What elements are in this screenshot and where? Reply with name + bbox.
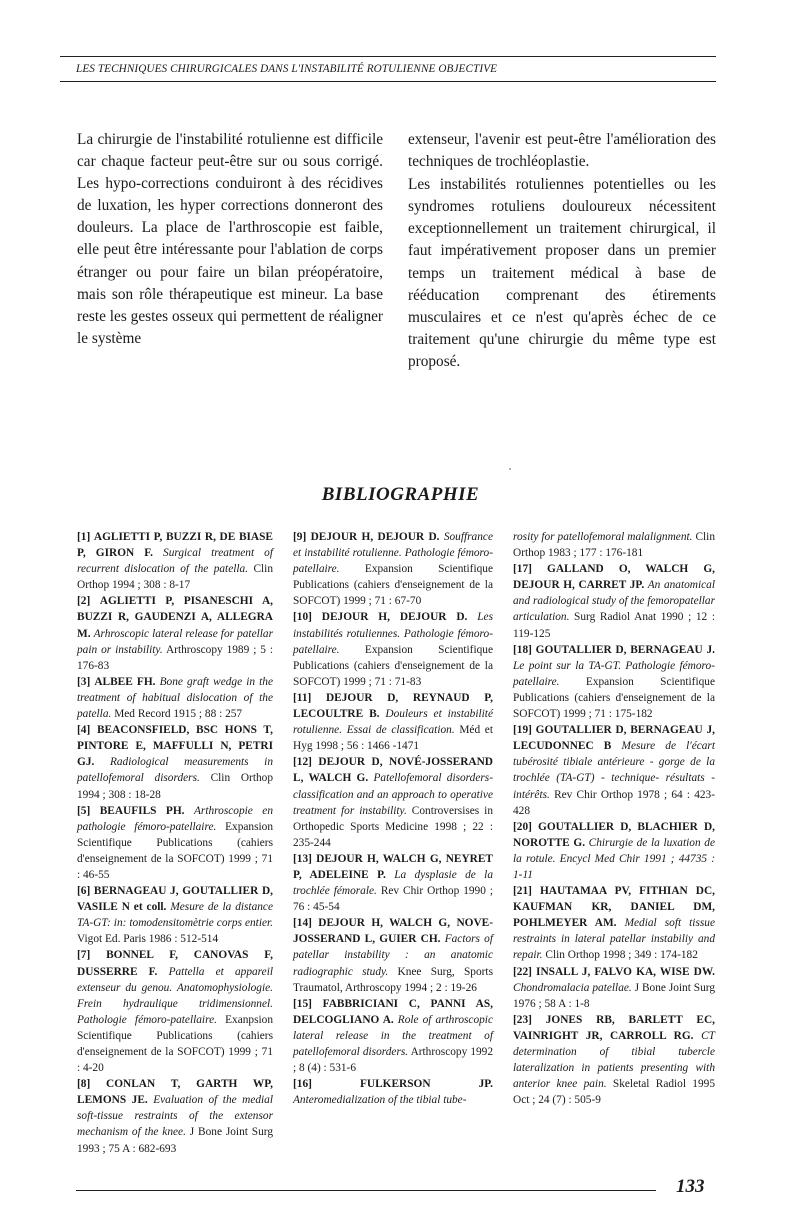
reference-title: La dysplasie de la trochlée fémorale.	[293, 868, 494, 898]
reference-source: Rev Chir Orthop 1978 ; 64 : 423-428	[513, 788, 715, 817]
reference-authors: DEJOUR D, REYNAUD P, LECOULTRE B.	[293, 691, 493, 721]
reference-entry	[77, 883, 273, 947]
reference-entry	[513, 883, 715, 963]
reference-entry	[293, 996, 493, 1076]
references-column-1	[77, 529, 273, 1157]
reference-source: J Bone Joint Surg 1993 ; 75 A : 682-693	[77, 1126, 273, 1155]
reference-source: Expansion Scientifique Publications (cahiers d'enseignement de la SOFCOT) 1999 ; 71 : 46-55	[77, 820, 273, 881]
reference-num: [15]	[293, 997, 312, 1010]
reference-entry	[513, 819, 715, 883]
reference-source: Med Record 1915 ; 88 : 257	[114, 708, 243, 721]
reference-entry	[77, 803, 273, 883]
reference-title: Mesure de l'écart tubérosité tibiale antérieure - gorge de la trochlée (TA-GT) - technique- résultats - intérêts.	[513, 740, 715, 801]
reference-num: [9]	[293, 531, 307, 543]
reference-source: Rev Chir Orthop 1990 ; 76 : 45-54	[293, 885, 493, 914]
reference-title: Patellofemoral disorders- classification and an approach to operative treatment for instability.	[293, 772, 493, 817]
reference-entry	[293, 690, 493, 754]
reference-source: Arthroscopy 1989 ; 5 : 176-83	[77, 643, 273, 672]
reference-source: Clin Orthop 1983 ; 177 : 176-181	[513, 531, 715, 560]
reference-authors: AGLIETTI P, BUZZI R, DE BIASE P, GIRON F.	[77, 531, 273, 560]
reference-entry	[293, 529, 493, 609]
reference-title: Radiological measurements in patellofemoral disorders.	[77, 756, 274, 785]
reference-entry	[77, 674, 273, 722]
reference-title: Les instabilités rotuliennes. Pathologie fémoro-patellaire.	[293, 611, 493, 656]
reference-num: [5]	[77, 804, 91, 817]
reference-entry	[513, 722, 715, 819]
reference-title: Chirurgie de la luxation de la rotule. Encycl Med Chir 1991 ; 44735 : 1-11	[513, 836, 715, 881]
reference-entry	[77, 722, 273, 802]
reference-num: [10]	[293, 611, 312, 624]
reference-entry	[77, 947, 273, 1076]
reference-num: [17]	[513, 563, 532, 576]
reference-authors: JONES RB, BARLETT EC, VAINRIGHT JR, CARROLL RG.	[513, 1013, 715, 1042]
reference-authors: GOUTALLIER D, BERNAGEAU J, LECUDONNEC B	[513, 724, 715, 753]
reference-authors: GOUTALLIER D, BLACHIER D, NOROTTE G.	[513, 820, 716, 849]
reference-num: [8]	[77, 1078, 91, 1091]
reference-num: [18]	[513, 643, 532, 656]
reference-entry	[77, 593, 273, 673]
reference-title: Souffrance et instabilité rotulienne. Pathologie fémoro-patellaire.	[293, 531, 493, 576]
reference-authors: BONNEL F, CANOVAS F, DUSSERRE F.	[77, 949, 273, 978]
reference-entry	[293, 754, 493, 851]
page-number: 133	[676, 1176, 705, 1197]
reference-title: Role of arthroscopic lateral release in the treatment of patellofemoral disorders.	[293, 1013, 493, 1058]
footer-rule	[76, 1190, 656, 1191]
reference-source: Clin Orthop 1994 ; 308 : 8-17	[77, 563, 273, 592]
reference-source: J Bone Joint Surg 1976 ; 58 A : 1-8	[513, 981, 715, 1010]
reference-authors: HAUTAMAA PV, FITHIAN DC, KAUFMAN KR, DANIEL DM, POHLMEYER AM.	[513, 885, 715, 930]
reference-authors: BEAUFILS PH.	[99, 804, 185, 817]
reference-title: Bone graft wedge in the treatment of habitual dislocation of the patella.	[77, 675, 274, 721]
body-paragraph: Les instabilités rotuliennes potentielles ou les syndromes rotuliens douloureux nécessitent exceptionnellement un traitement chirurgical, il faut impérativement proposer dans un premier temps un traitement médical à base de rééducation comprenant des étirements musculaires et ce n'est qu'après échec de ce traitement qu'une chirurgie du même type est proposé.	[408, 176, 716, 370]
reference-entry	[293, 915, 493, 995]
reference-title: An anatomical and radiological study of the femoropatellar articulation.	[513, 579, 715, 624]
reference-num: [13]	[293, 852, 312, 865]
reference-source: Arthroscopy 1992 ; 8 (4) : 531-6	[293, 1046, 494, 1075]
reference-num: [12]	[293, 756, 312, 769]
reference-entry	[293, 609, 493, 689]
reference-title: Medial soft tissue restraints in lateral patellar instabiliy and repair.	[513, 917, 715, 962]
reference-source: Skeletal Radiol 1995 Oct ; 24 (7) : 505-9	[513, 1078, 715, 1107]
reference-title: rosity for patellofemoral malalignment.	[513, 531, 693, 543]
reference-num: [4]	[77, 724, 91, 737]
stray-dot	[509, 468, 511, 470]
reference-authors: INSALL J, FALVO KA, WISE DW.	[536, 965, 715, 978]
reference-authors: DEJOUR H, WALCH G, NEYRET P, ADELEINE P.	[293, 852, 493, 881]
reference-num: [3]	[77, 675, 91, 688]
reference-source: Expansion Scientifique Publications (cahiers d'enseignement de la SOFCOT) 1999 ; 71 : 175-182	[513, 675, 715, 721]
reference-source: Expansion Scientifique Publications (cahiers d'enseignement de la SOFCOT) 1999 ; 71 : 71-83	[293, 643, 493, 688]
references-column-3	[513, 529, 715, 1108]
reference-authors: DEJOUR H, DEJOUR D.	[310, 531, 440, 543]
reference-num: [21]	[513, 885, 532, 898]
reference-num: [7]	[77, 949, 91, 962]
reference-title: Douleurs et instabilité rotulienne. Essai de classification.	[293, 708, 493, 737]
reference-entry	[513, 561, 715, 641]
reference-source: Surg Radiol Anat 1990 ; 12 : 119-125	[513, 611, 715, 640]
reference-source: Knee Surg, Sports Traumatol, Arthroscopy 1994 ; 2 : 19-26	[293, 965, 493, 994]
reference-entry	[513, 642, 715, 722]
reference-source: Clin Orthop 1998 ; 349 : 174-182	[545, 949, 698, 962]
reference-entry	[293, 851, 493, 915]
reference-source: Méd et Hyg 1998 ; 56 : 1466 -1471	[293, 724, 493, 753]
reference-title: Pattella et appareil extenseur du genou. Anatomophysiologie. Frein hydraulique tridimensionnel. Pathologie fémoro-patellaire.	[77, 965, 273, 1026]
reference-entry	[513, 964, 715, 1012]
reference-num: [1]	[77, 531, 91, 543]
body-column-left	[77, 129, 383, 350]
reference-title: Evaluation of the medial soft-tissue restraints of the extensor mechanism of the knee.	[77, 1094, 274, 1139]
reference-entry	[77, 1076, 273, 1156]
bibliography-heading: BIBLIOGRAPHIE	[321, 484, 480, 505]
reference-source: Controversises in Orthopedic Sports Medicine 1998 ; 22 : 235-244	[293, 804, 493, 849]
reference-title: Chondromalacia patellae.	[513, 981, 632, 994]
reference-source: Clin Orthop 1994 ; 308 : 18-28	[77, 772, 274, 801]
reference-entry	[293, 1076, 493, 1108]
reference-title: Le point sur la TA-GT. Pathologie fémoro-patellaire.	[513, 659, 715, 688]
reference-source: Vigot Ed. Paris 1986 : 512-514	[77, 933, 219, 946]
reference-num: [6]	[77, 885, 91, 898]
reference-num: [2]	[77, 595, 91, 608]
reference-authors: DEJOUR H, WALCH G, NOVE-JOSSERAND L, GUIER CH.	[293, 917, 493, 946]
reference-entry	[513, 1012, 715, 1109]
reference-authors: AGLIETTI P, PISANESCHI A, BUZZI R, GAUDENZI A, ALLEGRA M.	[77, 595, 273, 640]
header-rule	[60, 81, 716, 82]
reference-title: CT determination of tibial tubercle lateralization in patients presenting with anterior knee pain.	[513, 1029, 715, 1091]
reference-title: Anteromedialization of the tibial tube-	[293, 1094, 467, 1107]
reference-entry	[77, 529, 273, 593]
reference-authors: ALBEE FH.	[94, 675, 156, 688]
reference-num: [20]	[513, 820, 532, 833]
reference-source: Exanpsion Scientifique Publications (cahiers d'enseignement de la SOFCOT) 1999 ; 71 : 4-20	[77, 1013, 273, 1075]
references-column-2	[293, 529, 493, 1108]
body-paragraph: extenseur, l'avenir est peut-être l'amélioration des techniques de trochléoplastie.	[408, 131, 716, 171]
reference-entry	[513, 529, 715, 561]
reference-authors: BERNAGEAU J, GOUTALLIER D, VASILE N et coll.	[77, 885, 273, 914]
reference-num: [14]	[293, 917, 312, 930]
reference-title: Mesure de la distance TA-GT: in: tomodensitomètrie corps entier.	[77, 901, 273, 930]
reference-num: [23]	[513, 1013, 532, 1026]
reference-num: [22]	[513, 965, 532, 978]
reference-authors: GOUTALLIER D, BERNAGEAU J.	[535, 643, 715, 656]
reference-title: Arhroscopic lateral release for patellar pain or instability.	[77, 627, 274, 656]
reference-num: [19]	[513, 724, 532, 737]
body-column-right	[408, 129, 716, 373]
reference-authors: FULKERSON JP.	[359, 1078, 493, 1091]
reference-authors: DEJOUR D, NOVÉ-JOSSERAND L, WALCH G.	[293, 756, 493, 785]
reference-source: Expansion Scientifique Publications (cahiers d'enseignement de la SOFCOT) 1999 ; 71 : 67-70	[293, 563, 493, 608]
reference-num: [16]	[293, 1078, 312, 1091]
reference-authors: BEACONSFIELD, BSC HONS T, PINTORE E, MAFFULLI N, PETRI GJ.	[77, 724, 273, 769]
body-paragraph: La chirurgie de l'instabilité rotulienne est difficile car chaque facteur peut-être sur ou sous corrigé. Les hypo-corrections conduiront à des récidives de luxation, les hyper corrections donneront des douleurs. La place de l'arthroscopie est faible, elle peut être intéressante pour l'ablation de corps étranger ou pour faire un bilan préopératoire, mais son rôle thérapeutique est mineur. La base reste les gestes osseux qui permettent de réaligner le système	[77, 131, 383, 347]
reference-title: Arthroscopie en pathologie fémoro-patellaire.	[77, 804, 273, 833]
reference-title: Surgical treatment of recurrent dislocation of the patella.	[77, 547, 273, 576]
reference-authors: GALLAND O, WALCH G, DEJOUR H, CARRET JP.	[513, 563, 715, 592]
top-rule	[60, 56, 716, 57]
reference-authors: FABBRICIANI C, PANNI AS, DELCOGLIANO A.	[293, 997, 493, 1026]
reference-authors: DEJOUR H, DEJOUR D.	[321, 611, 468, 624]
reference-num: [11]	[293, 691, 312, 704]
reference-title: Factors of patellar instability : an anatomic radiographic study.	[293, 933, 493, 978]
running-header: LES TECHNIQUES CHIRURGICALES DANS L'INSTABILITÉ ROTULIENNE OBJECTIVE	[76, 63, 498, 75]
reference-authors: CONLAN T, GARTH WP, LEMONS JE.	[77, 1078, 273, 1107]
